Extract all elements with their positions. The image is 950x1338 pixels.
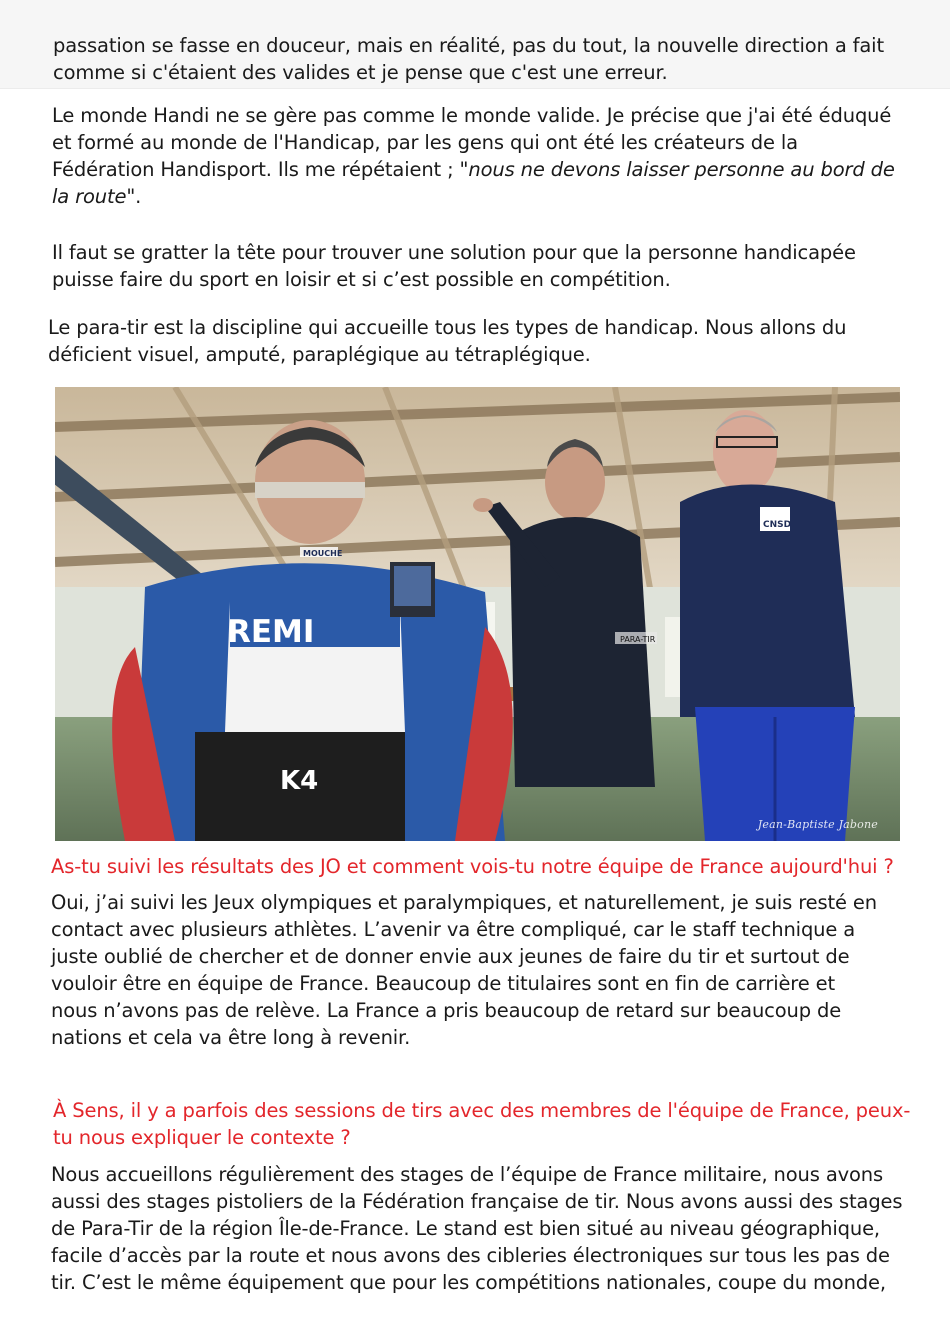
paragraph-solution: Il faut se gratter la tête pour trouver une solution pour que la personne handicapée puisse faire du sport en loisir et si c’est possible en compétition. — [52, 241, 856, 291]
intro-paragraph: passation se fasse en douceur, mais en réalité, pas du tout, la nouvelle direction a fait comme si c'étaient des valides et je pense que c'est une erreur. — [53, 34, 884, 84]
photo-illustration — [55, 387, 900, 841]
badge-cnsd: CNSD — [763, 520, 792, 530]
jersey-name: REMI — [227, 614, 315, 650]
question-sens: À Sens, il y a parfois des sessions de tirs avec des membres de l'équipe de France, peux- tu nous expliquer le contexte ? — [53, 1099, 911, 1149]
quote-italic-end: la route — [52, 185, 127, 208]
jersey-code: K4 — [280, 766, 319, 796]
answer-sens: Nous accueillons régulièrement des stages de l’équipe de France militaire, nous avons aussi des stages pistoliers de la Fédération française de tir. Nous avons aussi des stages de Para-Tir de la région Île-de-France. Le stand est bien situé au niveau géographique, facile d’accès par la route et nous avons des cibleries électroniques sur tous les pas de tir. C’est le même équipement que pour les compétitions nationales, coupe du monde, — [51, 1163, 903, 1294]
question-jo: As-tu suivi les résultats des JO et comment vois-tu notre équipe de France aujourd'hui ? — [51, 855, 894, 878]
answer-jo: Oui, j’ai suivi les Jeux olympiques et paralympiques, et naturellement, je suis resté en contact avec plusieurs athlètes. L’avenir va être compliqué, car le staff technique a juste oublié de chercher et de donner envie aux jeunes de faire du tir et surtout de vouloir être en équipe de France. Beaucoup de titulaires sont en fin de carrière et nous n’avons pas de relève. La France a pris beaucoup de retard sur beaucoup de nations et cela va être long à revenir. — [51, 891, 877, 1049]
quote-italic: nous ne devons laisser personne au bord de — [468, 158, 895, 181]
headband-label: MOUCHE — [303, 549, 343, 558]
badge-paratir: PARA-TIR — [620, 635, 656, 644]
paragraph-handi: Le monde Handi ne se gère pas comme le monde valide. Je précise que j'ai été éduqué et formé au monde de l'Handicap, par les gens qui ont été les créateurs de la Fédération Handisport. Ils me répétaient ; "nous ne devons laisser personne au bord de la route". — [52, 104, 895, 208]
article-photo — [55, 387, 900, 841]
photo-credit: Jean-Baptiste Jabone — [757, 818, 878, 831]
paragraph-para-tir: Le para-tir est la discipline qui accueille tous les types de handicap. Nous allons du déficient visuel, amputé, paraplégique au tétraplégique. — [48, 316, 847, 366]
